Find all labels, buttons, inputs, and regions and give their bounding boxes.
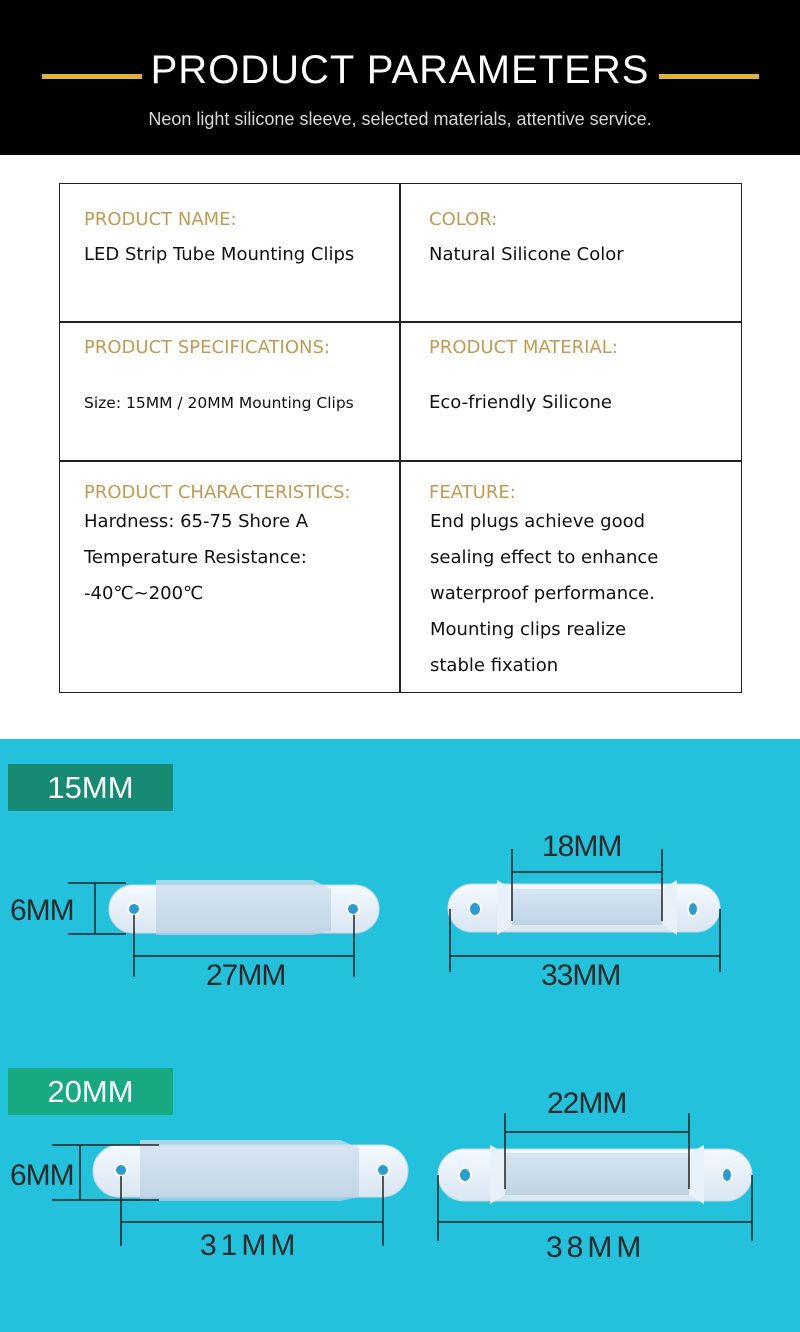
product-name-value: LED Strip Tube Mounting Clips bbox=[84, 244, 355, 265]
dim-20mm-hole-spacing: 31MM bbox=[200, 1229, 300, 1262]
feature-line: Mounting clips realize bbox=[430, 619, 627, 640]
specifications-value: Size: 15MM / 20MM Mounting Clips bbox=[84, 394, 354, 412]
feature-list bbox=[430, 504, 658, 684]
feature-line: stable fixation bbox=[430, 655, 559, 676]
color-label: COLOR: bbox=[429, 209, 498, 230]
product-name-label: PRODUCT NAME: bbox=[84, 209, 237, 230]
feature-line: sealing effect to enhance bbox=[430, 547, 659, 568]
header-rule-right bbox=[659, 74, 759, 79]
page-subtitle: Neon light silicone sleeve, selected materials, attentive service. bbox=[148, 109, 652, 129]
size-badge-20mm: 20MM bbox=[8, 1068, 173, 1115]
dim-15mm-inner-width: 18MM bbox=[542, 830, 622, 863]
dim-20mm-overall-length: 38MM bbox=[546, 1231, 646, 1264]
feature-line: waterproof performance. bbox=[430, 583, 655, 604]
dim-15mm-hole-spacing: 27MM bbox=[206, 959, 286, 992]
dim-20mm-inner-width: 22MM bbox=[547, 1087, 627, 1120]
material-value: Eco-friendly Silicone bbox=[429, 392, 612, 413]
size-badge-15mm: 15MM bbox=[8, 764, 173, 811]
dim-15mm-height: 6MM bbox=[10, 894, 74, 927]
feature-label: FEATURE: bbox=[429, 482, 516, 503]
characteristics-label: PRODUCT CHARACTERISTICS: bbox=[84, 482, 351, 503]
table-divider-vertical bbox=[399, 184, 401, 692]
feature-line: End plugs achieve good bbox=[430, 511, 646, 532]
page-title: PRODUCT PARAMETERS bbox=[150, 48, 650, 92]
characteristic-line: Hardness: 65-75 Shore A bbox=[84, 511, 309, 532]
dim-20mm-height: 6MM bbox=[10, 1159, 74, 1192]
table-divider-row-1 bbox=[60, 321, 741, 323]
table-divider-row-2 bbox=[60, 460, 741, 462]
header-banner bbox=[0, 0, 800, 155]
material-label: PRODUCT MATERIAL: bbox=[429, 337, 618, 358]
dim-15mm-overall-length: 33MM bbox=[541, 959, 621, 992]
clip-diagrams bbox=[0, 739, 800, 1332]
color-value: Natural Silicone Color bbox=[429, 244, 624, 265]
parameters-table bbox=[59, 183, 742, 693]
size-section bbox=[0, 739, 800, 1332]
characteristic-line: -40℃~200℃ bbox=[84, 583, 204, 604]
characteristic-line: Temperature Resistance: bbox=[84, 547, 307, 568]
clip-15mm-top-view bbox=[448, 849, 720, 972]
clip-20mm-top-view bbox=[438, 1113, 752, 1241]
specifications-label: PRODUCT SPECIFICATIONS: bbox=[84, 337, 330, 358]
characteristics-list bbox=[84, 504, 308, 612]
